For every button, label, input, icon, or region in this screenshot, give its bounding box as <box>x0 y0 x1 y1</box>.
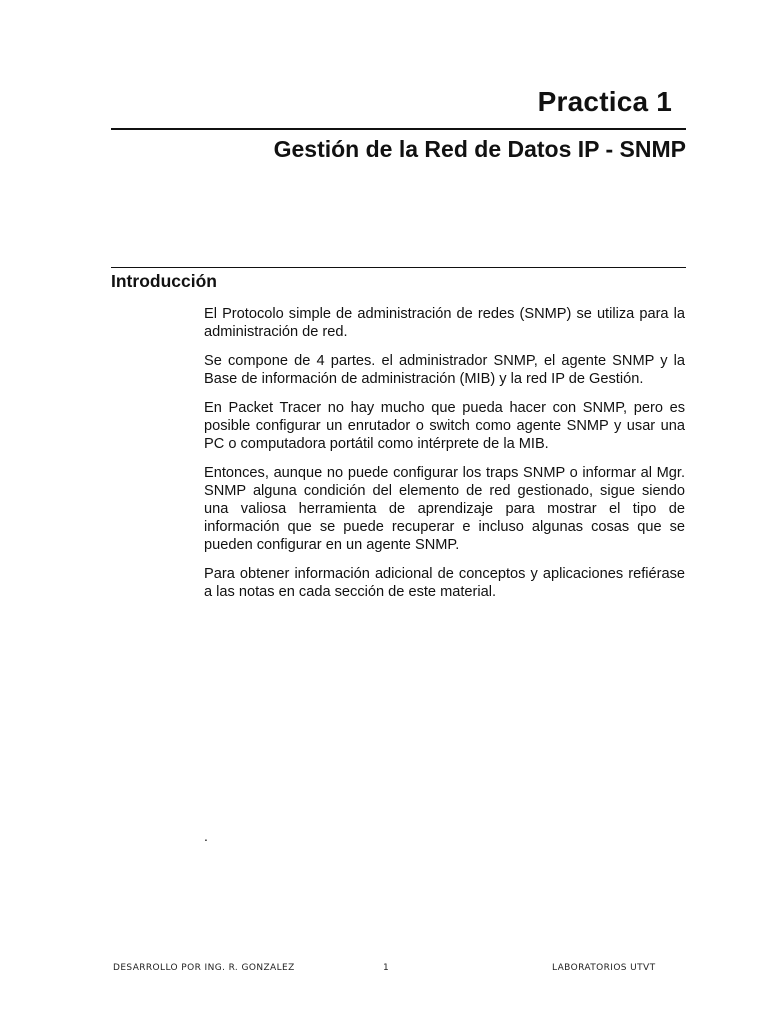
paragraph-3: En Packet Tracer no hay mucho que pueda hacer con SNMP, pero es posible configurar un enrutador o switch como agente SNMP y usar una PC o computadora portátil como intérprete de la MIB. <box>204 400 685 452</box>
trailing-mark: . <box>204 828 208 844</box>
paragraph-1: El Protocolo simple de administración de redes (SNMP) se utiliza para la administración de red. <box>204 306 685 340</box>
paragraph-2: Se compone de 4 partes. el administrador SNMP, el agente SNMP y la Base de información de administración (MIB) y la red IP de Gestión. <box>204 353 685 387</box>
paragraph-4: Entonces, aunque no puede configurar los traps SNMP o informar al Mgr. SNMP alguna condición del elemento de red gestionado, sigue siendo una valiosa herramienta de aprendizaje para mostrar el tipo de información que se puede recuperar e incluso algunas cosas que se pueden configurar en un agente SNMP. <box>204 465 685 553</box>
footer-author: DESARROLLO POR ING. R. GONZALEZ <box>113 963 295 973</box>
section-body <box>204 305 685 612</box>
section-divider <box>111 267 686 268</box>
page-title: Practica 1 <box>537 86 672 117</box>
paragraph-5: Para obtener información adicional de conceptos y aplicaciones refiérase a las notas en cada sección de este material. <box>204 566 685 600</box>
title-divider <box>111 128 686 130</box>
footer-page-number: 1 <box>383 963 390 973</box>
section-heading: Introducción <box>111 271 217 291</box>
footer-institution: LABORATORIOS UTVT <box>552 963 656 973</box>
page-subtitle: Gestión de la Red de Datos IP - SNMP <box>273 136 686 162</box>
